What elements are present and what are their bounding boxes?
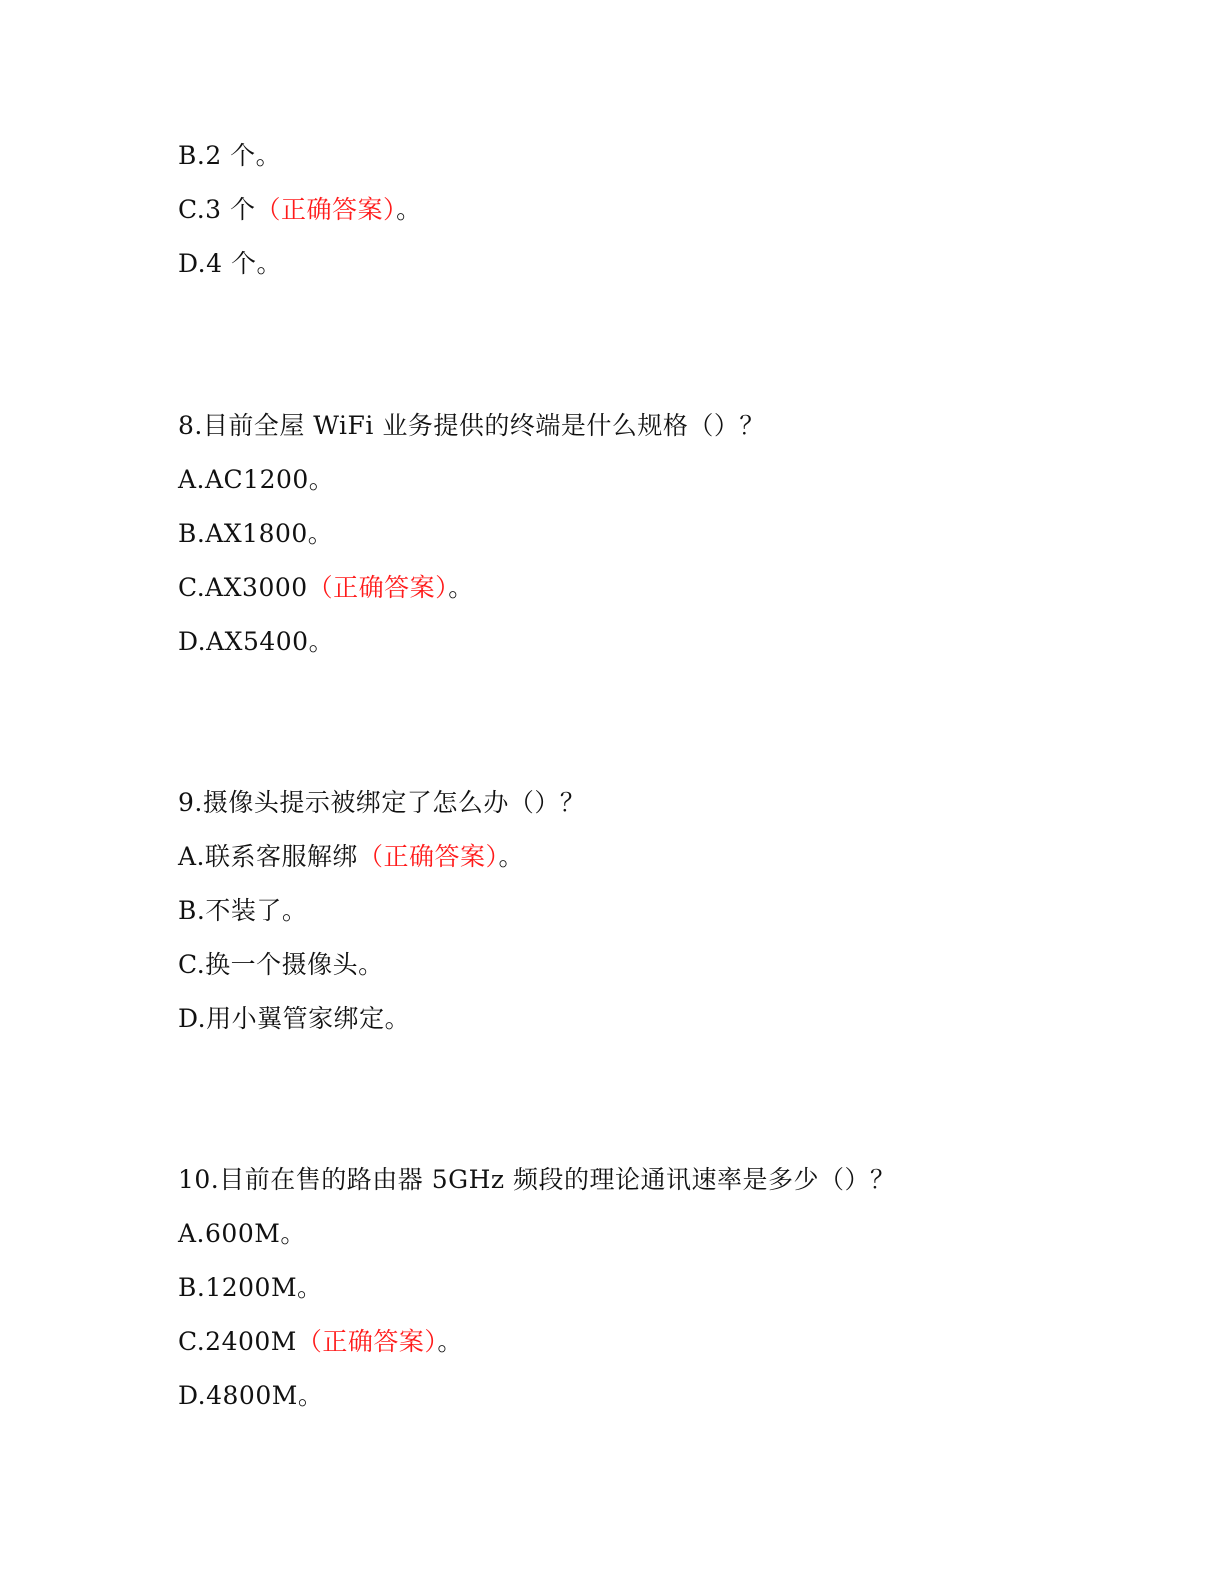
option-text: C.2400M (178, 1327, 297, 1356)
q8-option-c (178, 572, 474, 604)
option-text: D.4800M。 (178, 1381, 324, 1410)
q10-option-c (178, 1326, 463, 1358)
correct-answer-mark: （正确答案） (255, 195, 397, 224)
question-text: 8.目前全屋 WiFi 业务提供的终端是什么规格（）？ (178, 411, 765, 440)
q7-option-d (178, 248, 282, 280)
option-text: B.1200M。 (178, 1273, 323, 1302)
option-text: C.AX3000 (178, 573, 308, 602)
q9-option-d (178, 1003, 410, 1035)
q8-option-b (178, 518, 333, 550)
q9-option-c (178, 949, 384, 981)
option-text: C.3 个 (178, 195, 256, 224)
correct-answer-mark: （正确答案） (358, 842, 499, 871)
option-text: A.600M。 (178, 1219, 306, 1248)
q10-question (178, 1164, 896, 1196)
option-tail: 。 (437, 1327, 463, 1356)
q7-option-c (178, 194, 422, 226)
q8-option-d (178, 626, 334, 658)
q9-question (178, 787, 585, 819)
question-text: 9.摄像头提示被绑定了怎么办（）？ (178, 788, 586, 817)
q9-option-a (178, 841, 524, 873)
question-text: 10.目前在售的路由器 5GHz 频段的理论通讯速率是多少（）？ (178, 1165, 896, 1194)
option-text: B.不装了。 (178, 896, 308, 925)
q10-option-b (178, 1272, 323, 1304)
option-tail: 。 (498, 842, 525, 871)
option-text: C.换一个摄像头。 (178, 950, 384, 979)
option-text: A.联系客服解绑 (178, 842, 359, 871)
option-text: B.2 个。 (178, 141, 282, 170)
q7-option-b (178, 140, 281, 172)
q10-option-a (178, 1218, 306, 1250)
option-text: D.用小翼管家绑定。 (178, 1004, 411, 1033)
q9-option-b (178, 895, 307, 927)
option-tail: 。 (448, 573, 474, 602)
correct-answer-mark: （正确答案） (296, 1327, 438, 1356)
option-text: B.AX1800。 (178, 519, 334, 548)
option-tail: 。 (396, 195, 422, 224)
q8-option-a (178, 464, 334, 496)
option-text: A.AC1200。 (178, 465, 335, 494)
option-text: D.AX5400。 (178, 627, 335, 656)
option-text: D.4 个。 (178, 249, 282, 278)
q10-option-d (178, 1380, 323, 1412)
correct-answer-mark: （正确答案） (307, 573, 449, 602)
q8-question (178, 410, 765, 442)
